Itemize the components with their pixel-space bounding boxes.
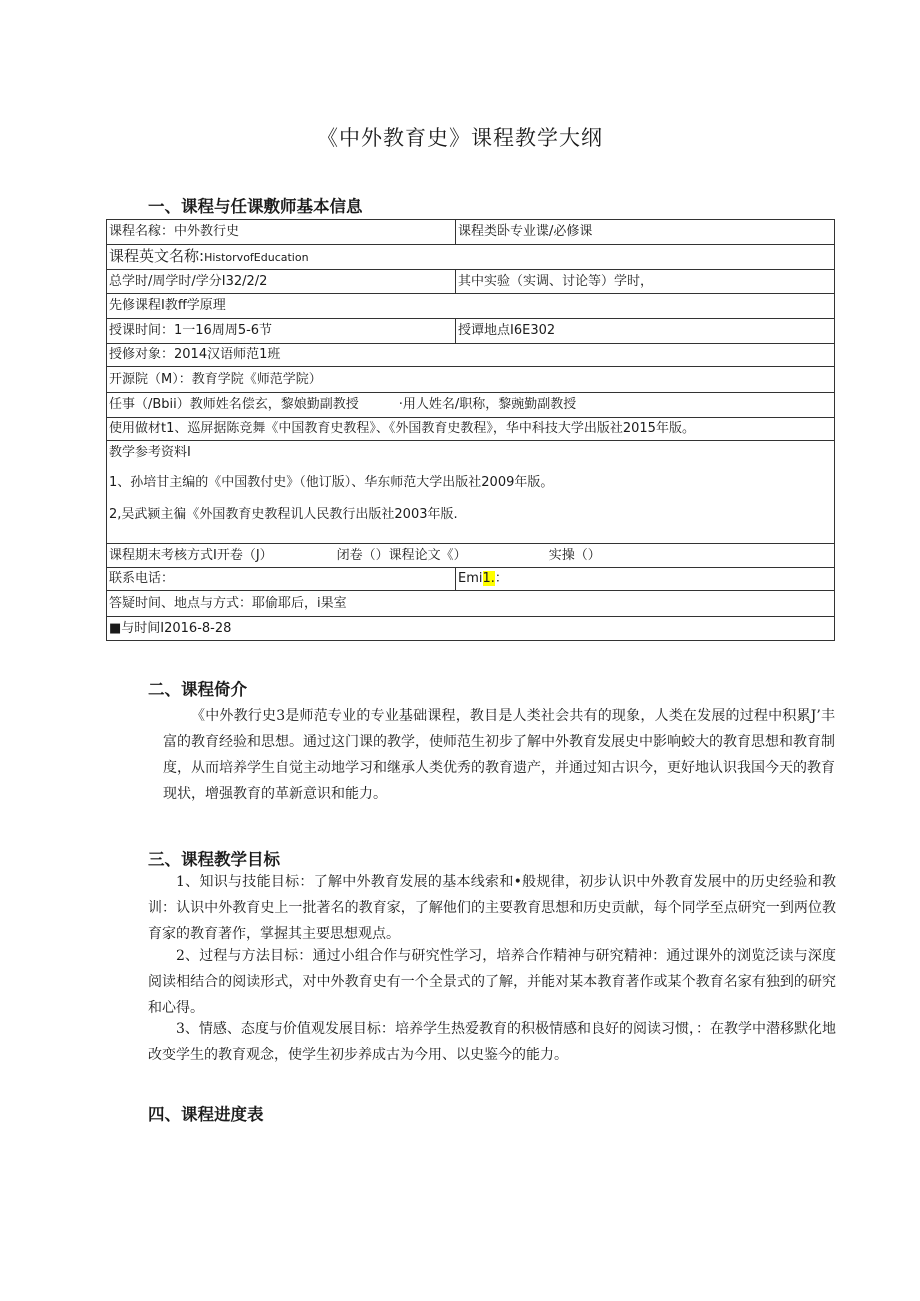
teacher-info-left: 任事（/Bbii）教师姓名偿玄，黎娘勤副教授 — [109, 397, 359, 412]
exam-closed-book: 闭卷（）课程论文《） — [336, 547, 467, 563]
class-time-cell: 授课时间：1一16周周5-6节 — [107, 319, 456, 344]
course-name-cell: 课程名稼：中外教行史 — [107, 220, 456, 245]
english-name-cell — [107, 245, 835, 270]
phone-cell: 联系电话： — [107, 568, 456, 591]
textbook-cell: 使用做材t1、巡屏据陈竞舞《中国教育史教程》、《外国教育史教程》，华中科技大学出版社2015年版。 — [107, 418, 835, 441]
section-heading-basic-info: 一、课程与任课敷师基本信息 — [148, 197, 363, 216]
email-highlight: 1. — [482, 571, 495, 586]
goal-paragraph: 2、过程与方法目标：通过小组合作与研究性学习，培养合作精神与研究精神：通过课外的浏览泛读与深度阅读相结合的阅读形式，对中外教育史有一个全景式的了解，并能对某本教育著作或某个教育名家有独到的研究和心得。 — [148, 948, 836, 1016]
exam-practice: 实操（） — [548, 547, 601, 563]
references-title: 教学参考资料I — [109, 445, 191, 460]
exam-method-cell — [107, 544, 835, 568]
target-students-cell: 授修对象：2014汉语师范1班 — [107, 344, 835, 367]
course-intro-paragraph: 《中外教行史3是师范专业的专业基础课程，教目是人类社会共有的现象，人类在发展的过程中积累J’丰富的教育经验和思想。通过这门课的教学，使师范生初步了解中外教育发展史中影响蛟大的教育思想和教育制度，从而培养学生自觉主动地学习和继承人类优秀的教育遗产，并通过知古识今，更好地认识我国今天的教育现状，增强教育的革新意识和能力。 — [163, 708, 835, 802]
office-hours-cell: 答疑时间、地点与方式：耶偷耶后，i果室 — [107, 591, 835, 617]
exam-open-book: 课程期末考核方式I开卷（J） — [109, 547, 273, 563]
reference-item: 1、孙培甘主编的《中国教付史》（他订版）、华东师范大学出版社2009年版。 — [109, 475, 554, 490]
email-colon: ： — [494, 571, 508, 586]
section-heading-intro: 二、课程倚介 — [148, 680, 247, 699]
section-heading-goals: 三、课程教学目标 — [148, 850, 280, 869]
date-cell: ■与时间I2016-8-28 — [107, 617, 835, 641]
teacher-cell — [107, 393, 835, 418]
school-cell: 开源院（M）：教育学院《师范学院） — [107, 367, 835, 393]
hours-cell: 总学时/周学时/学分I32/2/2 — [107, 270, 456, 294]
prerequisite-cell: 先修课程I教ff学原理 — [107, 294, 835, 319]
reference-item: 2,吴武颍主徧《外国教育史教程讥人民教行出版社2003年版. — [109, 507, 458, 522]
goal-paragraph: 1、知识与技能目标：了解中外教育发展的基本线索和•般规律，初步认识中外教育发展中的历史经验和教训：认识中外教育史上一批著名的教育家，了解他们的主要教育思想和历史贡献，每个同学至点研究一到两位教育家的教育著作，掌握其主要思想观点。 — [148, 874, 836, 942]
document-title: 《中外教育史》课程教学大纲 — [317, 126, 603, 150]
section-heading-schedule: 四、课程进度表 — [148, 1105, 264, 1124]
lab-hours-cell: 其中实验（实调、讨论等）学时， — [456, 270, 835, 294]
email-cell — [456, 568, 835, 591]
class-place-cell: 授谭地点I6E302 — [456, 319, 835, 344]
email-label: Emi — [458, 571, 483, 586]
course-info-table — [106, 219, 835, 641]
english-name-value: HistorvofEducation — [204, 251, 309, 264]
goal-paragraph: 3、情感、态度与价值观发展目标：培养学生热爱教育的积极情感和良好的阅读习惯，：在教学中潜移默化地改变学生的教育观念，使学生初步养成古为今用、以史鉴今的能力。 — [148, 1021, 836, 1063]
english-name-label: 课程英文名称: — [109, 247, 205, 265]
references-cell — [107, 441, 835, 544]
course-type-cell: 课程类卧专业谍/必修课 — [456, 220, 835, 245]
teacher-info-right: ·用人姓名/职称，黎豌勤副教授 — [398, 397, 577, 412]
